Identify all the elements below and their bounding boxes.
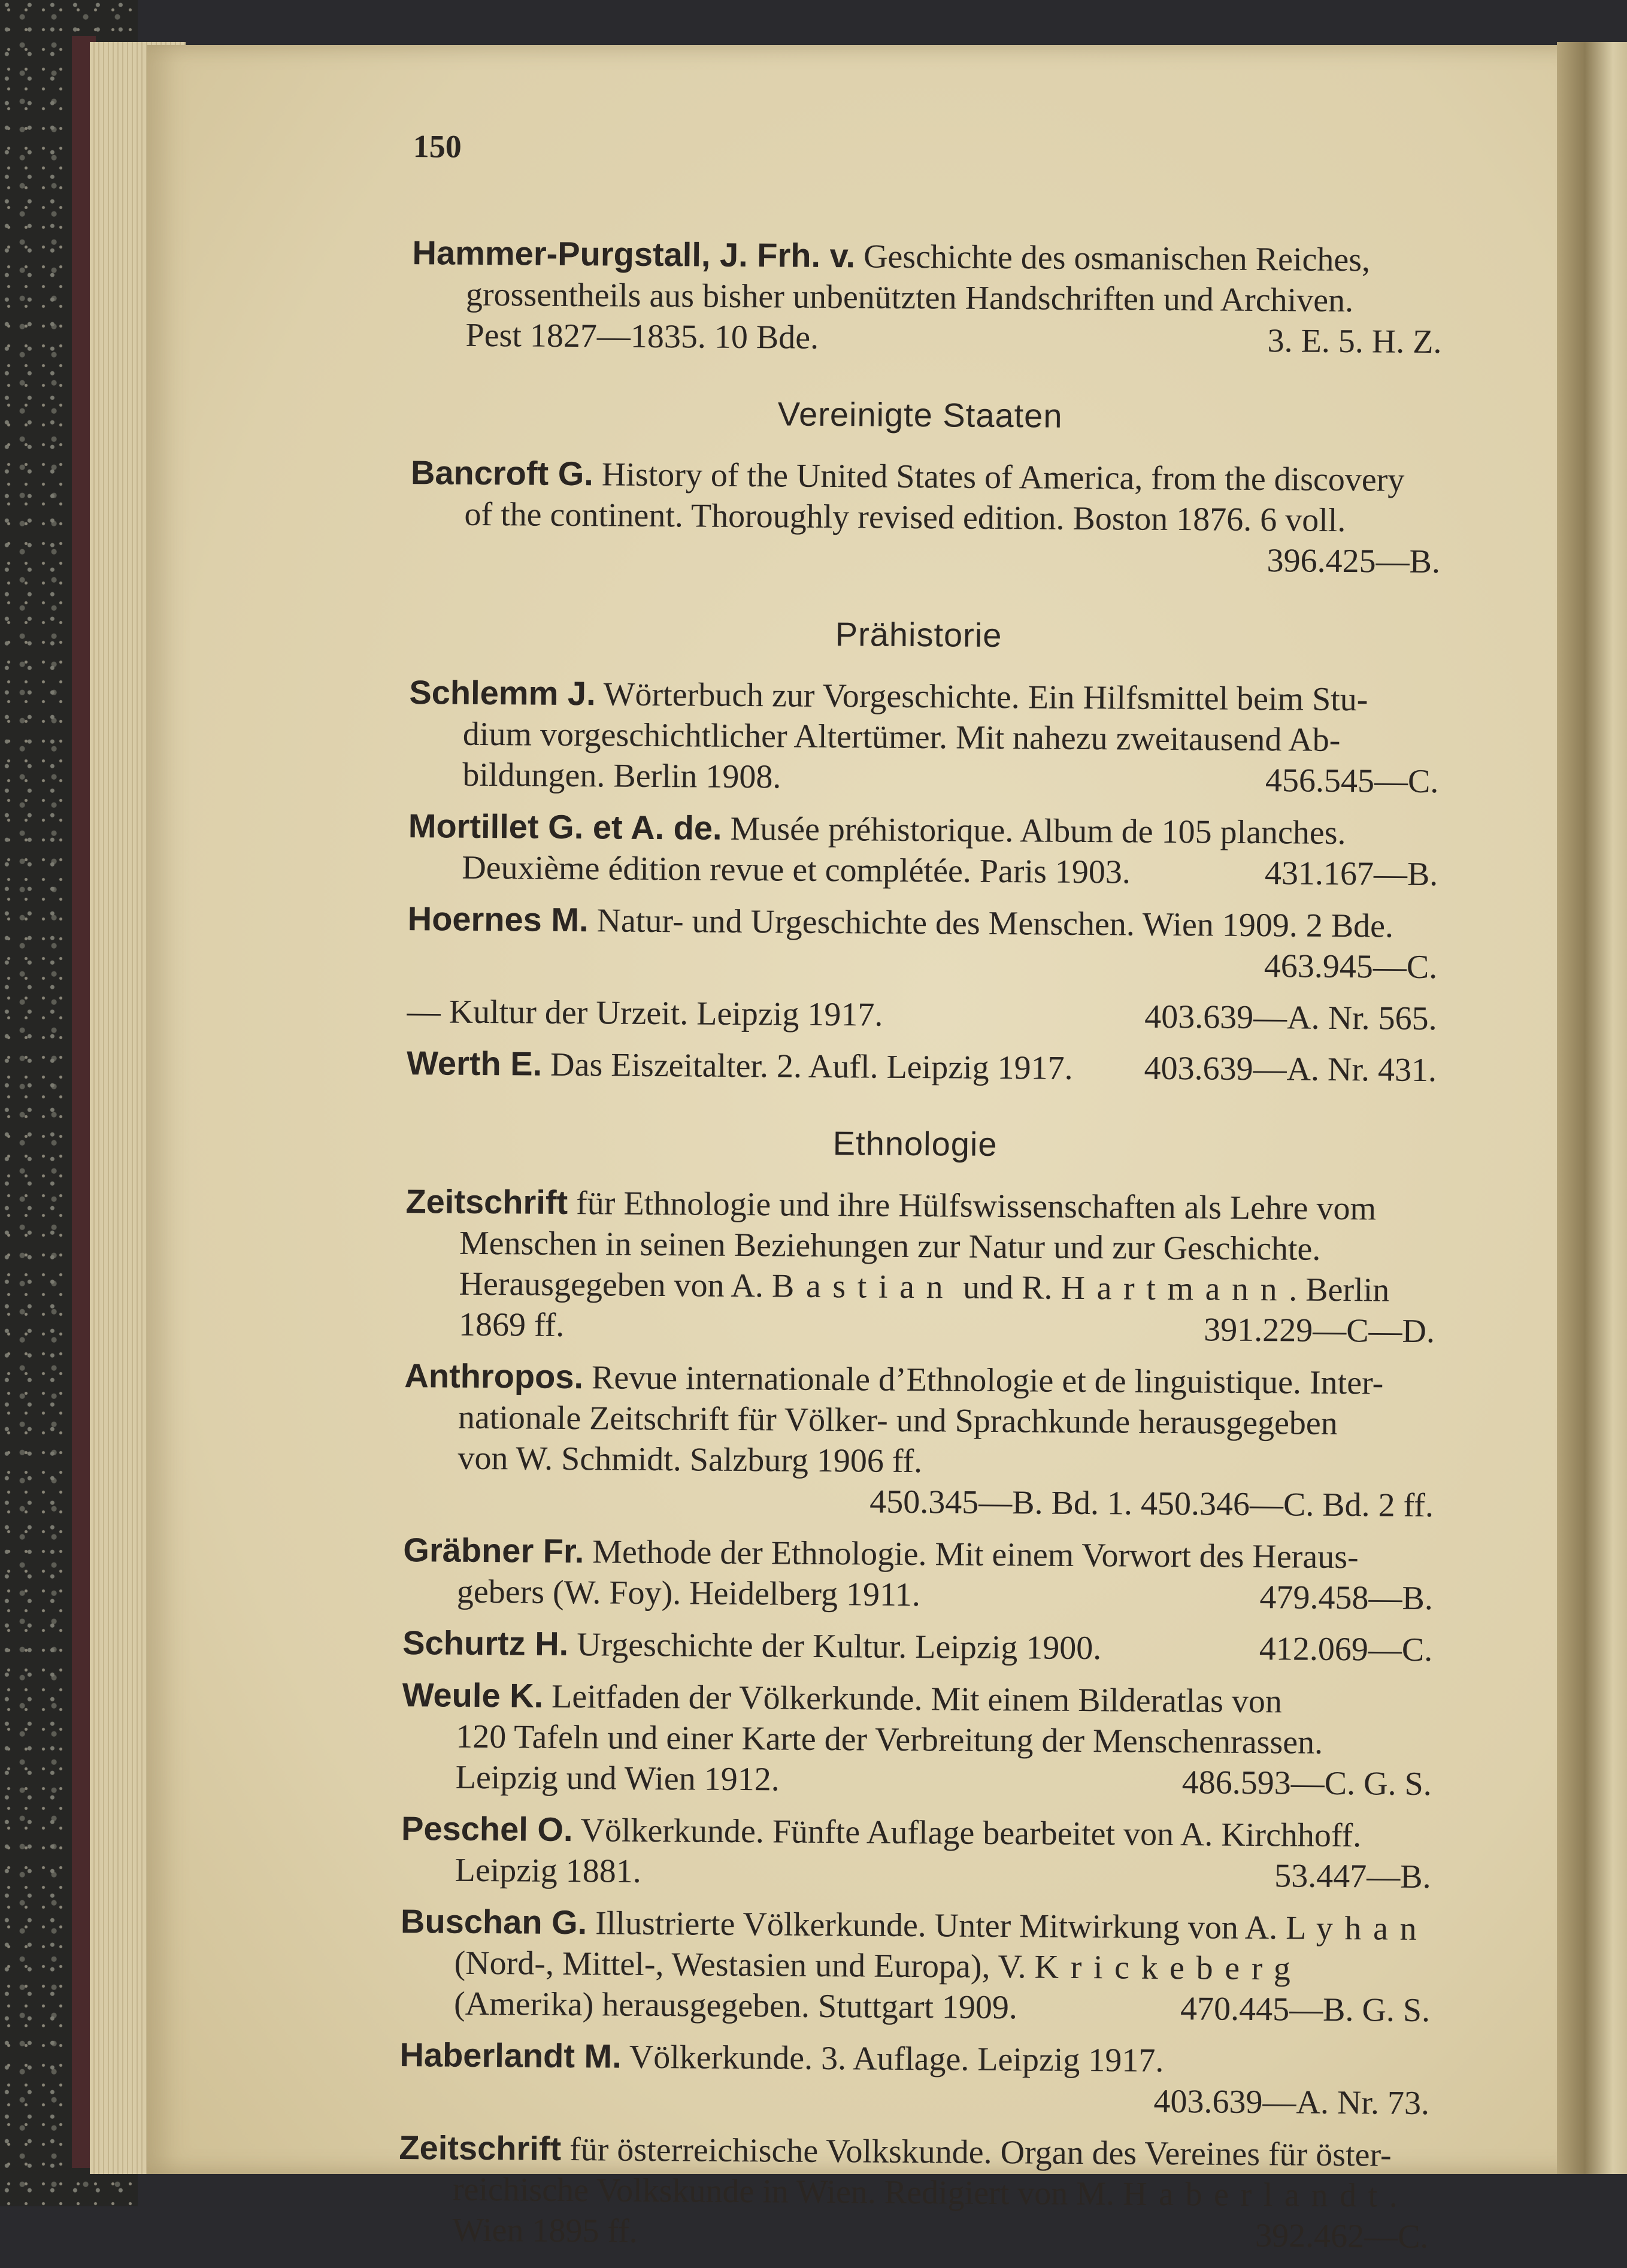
- entry-continuation: gebers (W. Foy). Heidelberg 1911.: [456, 1573, 921, 1614]
- shelf-signature: 479.458—B.: [1259, 1579, 1434, 1618]
- page-content: [386, 126, 1443, 2268]
- entry-title: Völkerkunde. Fünfte Auflage bearbeitet von A. Kirchhoff.: [580, 1812, 1362, 1855]
- shelf-signature: 403.639—A. Nr. 431.: [1144, 1049, 1437, 1089]
- shelf-signature: 396.425—B.: [1267, 542, 1441, 581]
- page-number: 150: [413, 128, 462, 165]
- entry-author: Werth E.: [406, 1044, 543, 1083]
- shelf-signature: 463.945—C.: [1264, 947, 1438, 986]
- entry-continuation: grossentheils aus bisher unbenützten Handschriften und Archiven.: [465, 275, 1354, 320]
- bibliography-entry: [393, 1181, 1436, 1352]
- bibliography-entry: [387, 2034, 1430, 2124]
- shelf-signature: 431.167—B.: [1264, 855, 1438, 894]
- section-heading: Prähistorie: [835, 615, 1002, 655]
- entry-continuation: .: [1389, 2177, 1398, 2215]
- entry-author: Buschan G.: [400, 1902, 587, 1942]
- entry-title: Wörterbuch zur Vorgeschichte. Ein Hilfsmittel beim Stu-: [603, 676, 1368, 719]
- bibliography-entry: [395, 898, 1438, 988]
- bibliography-entry: [390, 1622, 1432, 1671]
- entry-author: Weule K.: [402, 1676, 544, 1715]
- entry-continuation: nationale Zeitschrift für Völker- und Sprachkunde herausgegeben: [458, 1398, 1338, 1442]
- entry-title: für Ethnologie und ihre Hülfswissenschaften als Lehre vom: [575, 1185, 1377, 1228]
- contributor-name: Lyhan: [1285, 1909, 1429, 1948]
- bibliography-entry: [392, 1355, 1435, 1526]
- entry-title: History of the United States of America, from the discovery: [601, 456, 1405, 499]
- entry-author: Gräbner Fr.: [403, 1531, 584, 1570]
- shelf-signature: 403.639—A. Nr. 73.: [1153, 2082, 1430, 2122]
- entry-continuation: of the continent. Thoroughly revised edition. Boston 1876. 6 voll.: [464, 495, 1346, 540]
- entry-title: Geschichte des osmanischen Reiches,: [863, 238, 1371, 279]
- bibliography-entry: [390, 1674, 1432, 1804]
- shelf-signature: 392.462—C.: [1255, 2217, 1429, 2256]
- entry-continuation: Herausgegeben von A.: [459, 1265, 772, 1305]
- bibliography-entry: [395, 991, 1437, 1039]
- entry-title: Leitfaden der Völkerkunde. Mit einem Bilderatlas von: [551, 1677, 1283, 1721]
- entry-author: Schurtz H.: [402, 1624, 569, 1663]
- entry-continuation: Leipzig und Wien 1912.: [455, 1758, 780, 1798]
- shelf-signature: 3. E. 5. H. Z.: [1267, 322, 1442, 361]
- entry-continuation: Menschen in seinen Beziehungen zur Natur und zur Geschichte.: [459, 1224, 1321, 1268]
- entry-continuation: (Amerika) herausgegeben. Stuttgart 1909.: [453, 1985, 1018, 2027]
- book-gutter: [1557, 42, 1627, 2174]
- entry-title: Kultur der Urzeit. Leipzig 1917.: [449, 993, 883, 1034]
- entry-author: Zeitschrift: [405, 1182, 568, 1221]
- entry-title: Illustrierte Völkerkunde. Unter Mitwirkung von A.: [595, 1904, 1286, 1947]
- bibliography-entry: [395, 1043, 1437, 1091]
- entry-continuation: Pest 1827—1835. 10 Bde.: [465, 316, 819, 356]
- section-heading: Ethnologie: [832, 1124, 998, 1163]
- entry-continuation: reichische Volkskunde in Wien. Redigiert von M.: [452, 2170, 1123, 2213]
- shelf-signature: 403.639—A. Nr. 565.: [1144, 998, 1437, 1038]
- entry-continuation: 120 Tafeln und einer Karte der Verbreitung der Menschenrassen.: [456, 1718, 1323, 1761]
- entry-continuation: Leipzig 1881.: [455, 1851, 641, 1890]
- shelf-signature: 53.447—B.: [1274, 1857, 1431, 1896]
- entry-author: Hammer-Purgstall, J. Frh. v.: [412, 234, 856, 275]
- entry-author: Hoernes M.: [407, 900, 589, 939]
- entry-author: Anthropos.: [404, 1356, 584, 1396]
- entry-title: Revue internationale d’Ethnologie et de linguistique. Inter-: [591, 1359, 1384, 1402]
- entry-title: Methode der Ethnologie. Mit einem Vorwort des Heraus-: [592, 1533, 1359, 1576]
- entry-author: Mortillet G. et A. de.: [408, 807, 722, 847]
- shelf-signature: 456.545—C.: [1265, 762, 1439, 801]
- entry-continuation: . Berlin: [1289, 1271, 1390, 1309]
- entry-title: für österreichische Volkskunde. Organ des Vereines für öster-: [569, 2131, 1392, 2174]
- shelf-signature: 470.445—B. G. S.: [1180, 1990, 1431, 2030]
- entry-continuation: (Nord-, Mittel-, Westasien und Europa), V.: [454, 1944, 1035, 1986]
- contributor-name: Krickeberg: [1034, 1948, 1302, 1988]
- editor-name: Haberlandt: [1122, 2175, 1390, 2215]
- entry-continuation: Wien 1895 ff.: [452, 2211, 638, 2250]
- entry-author: Schlemm J.: [409, 673, 596, 713]
- shelf-signature: 412.069—C.: [1259, 1630, 1433, 1669]
- entry-continuation: bildungen. Berlin 1908.: [462, 756, 781, 796]
- entry-author: Bancroft G.: [410, 453, 594, 493]
- bibliography-entry: [388, 1901, 1431, 2031]
- shelf-signature: 391.229—C—D.: [1203, 1311, 1435, 1350]
- bibliography-entry: [399, 232, 1442, 362]
- section-heading: Vereinigte Staaten: [777, 395, 1063, 435]
- entry-continuation: und R.: [954, 1268, 1061, 1307]
- shelf-signature: 486.593—C. G. S.: [1181, 1764, 1432, 1803]
- entry-author: Zeitschrift: [399, 2128, 562, 2167]
- entry-continuation: Deuxième édition revue et complétée. Paris 1903.: [462, 849, 1131, 891]
- entry-continuation: dium vorgeschichtlicher Altertümer. Mit nahezu zweitausend Ab-: [462, 715, 1341, 759]
- bibliography-entry: [396, 672, 1439, 802]
- entry-dash: —: [407, 993, 441, 1031]
- bibliography-entry: [386, 2127, 1429, 2257]
- bibliography-entry: [396, 806, 1438, 895]
- entry-author: Peschel O.: [401, 1809, 573, 1849]
- bibliography-entry: [398, 452, 1441, 582]
- entry-title: Musée préhistorique. Album de 105 planches.: [730, 810, 1346, 852]
- shelf-signature: 450.345—B. Bd. 1. 450.346—C. Bd. 2 ff.: [869, 1483, 1434, 1525]
- entry-title: Völkerkunde. 3. Auflage. Leipzig 1917.: [629, 2038, 1164, 2079]
- entry-continuation: von W. Schmidt. Salzburg 1906 ff.: [458, 1439, 923, 1480]
- bibliography-entry: [389, 1808, 1431, 1897]
- editor-name: Hartmann: [1061, 1269, 1289, 1309]
- entry-title: Urgeschichte der Kultur. Leipzig 1900.: [577, 1626, 1102, 1667]
- editor-name: Bastian: [771, 1267, 955, 1306]
- entry-continuation: 1869 ff.: [458, 1306, 565, 1344]
- bibliography-entry: [391, 1530, 1434, 1619]
- entry-author: Haberlandt M.: [399, 2036, 622, 2075]
- entry-title: Natur- und Urgeschichte des Menschen. Wien 1909. 2 Bde.: [596, 902, 1394, 945]
- entry-title: Das Eiszeitalter. 2. Aufl. Leipzig 1917.: [550, 1046, 1073, 1087]
